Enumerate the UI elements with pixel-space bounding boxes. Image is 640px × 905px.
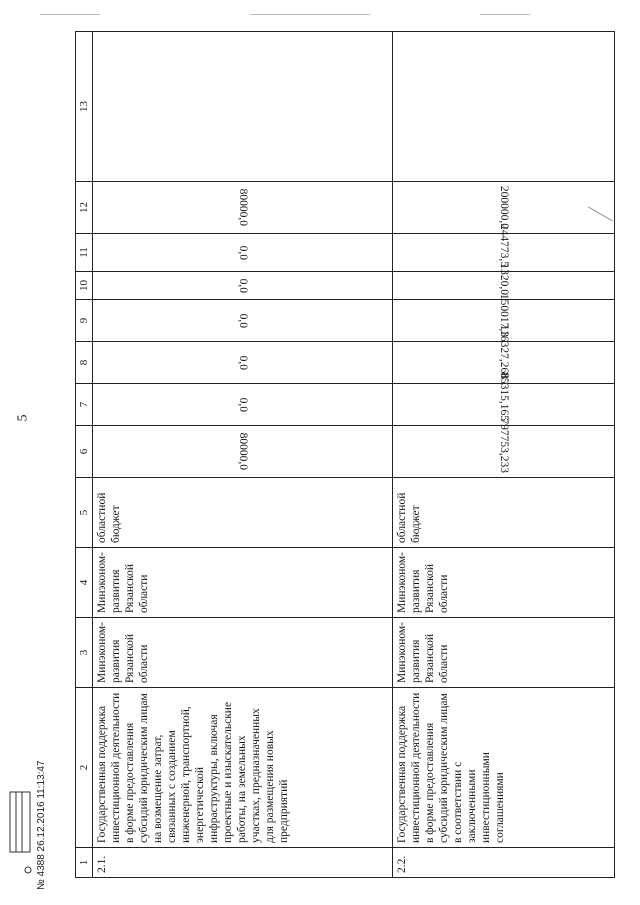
value-year: 0,0 bbox=[93, 300, 393, 342]
funding-source: областной бюджет bbox=[93, 478, 393, 548]
value-year: 244773,5 bbox=[393, 234, 615, 272]
value-year: 0,0 bbox=[93, 272, 393, 300]
column-header: 4 bbox=[76, 548, 93, 618]
column-header: 6 bbox=[76, 426, 93, 478]
responsible-executor: Минэконом-развития Рязанской области bbox=[93, 618, 393, 688]
value-year: 150017,3 bbox=[393, 300, 615, 342]
column-header: 2 bbox=[76, 688, 93, 848]
notes-cell bbox=[393, 32, 615, 182]
value-year: 0,0 bbox=[93, 342, 393, 384]
column-header: 13 bbox=[76, 32, 93, 182]
column-header: 9 bbox=[76, 300, 93, 342]
co-executor: Минэконом-развития Рязанской области bbox=[393, 548, 615, 618]
column-header: 7 bbox=[76, 384, 93, 426]
scan-artifact bbox=[480, 14, 530, 15]
table-row bbox=[393, 32, 615, 878]
row-number: 2.2. bbox=[393, 848, 615, 878]
column-header: 5 bbox=[76, 478, 93, 548]
table-container bbox=[75, 32, 615, 878]
value-total: 797753,233 bbox=[393, 426, 615, 478]
program-table bbox=[75, 31, 615, 878]
co-executor: Минэконом-развития Рязанской области bbox=[93, 548, 393, 618]
value-year: 1320,0 bbox=[393, 272, 615, 300]
row-description: Государственная поддержка инвестиционной деятельности в форме предоставления субсидий юридическим лицам в соответствии с заключенными инвестиционными соглашениями bbox=[393, 688, 615, 848]
value-year: 200000,0 bbox=[393, 182, 615, 234]
column-header: 3 bbox=[76, 618, 93, 688]
header-row bbox=[76, 32, 93, 878]
scan-artifact bbox=[250, 14, 370, 15]
row-description: Государственная поддержка инвестиционной деятельности в форме предоставления субсидий юридическим лицам на возмещение затрат, связанных с созданием инженерной, транспортной, энергетической инфраструктуры, включая проектные и изыскательские работы, на земельных участках, предназначенных для размещения новых предприятий bbox=[93, 688, 393, 848]
page-number: 5 bbox=[15, 414, 31, 422]
row-number: 2.1. bbox=[93, 848, 393, 878]
column-header: 12 bbox=[76, 182, 93, 234]
column-header: 8 bbox=[76, 342, 93, 384]
notes-cell bbox=[93, 32, 393, 182]
value-year: 0,0 bbox=[93, 234, 393, 272]
scan-artifact bbox=[40, 14, 100, 15]
funding-source: областной бюджет bbox=[393, 478, 615, 548]
value-year: 85315,165 bbox=[393, 384, 615, 426]
column-header: 11 bbox=[76, 234, 93, 272]
value-total: 80000,0 bbox=[93, 426, 393, 478]
registration-stamp: № 4388 26.12.2016 11:13:47 bbox=[36, 760, 47, 890]
document-stamp-logo bbox=[8, 790, 34, 890]
value-year: 0,0 bbox=[93, 384, 393, 426]
table-row bbox=[93, 32, 393, 878]
column-header: 10 bbox=[76, 272, 93, 300]
value-year: 116327,268 bbox=[393, 342, 615, 384]
responsible-executor: Минэконом-развития Рязанской области bbox=[393, 618, 615, 688]
value-year: 80000,0 bbox=[93, 182, 393, 234]
column-header: 1 bbox=[76, 848, 93, 878]
